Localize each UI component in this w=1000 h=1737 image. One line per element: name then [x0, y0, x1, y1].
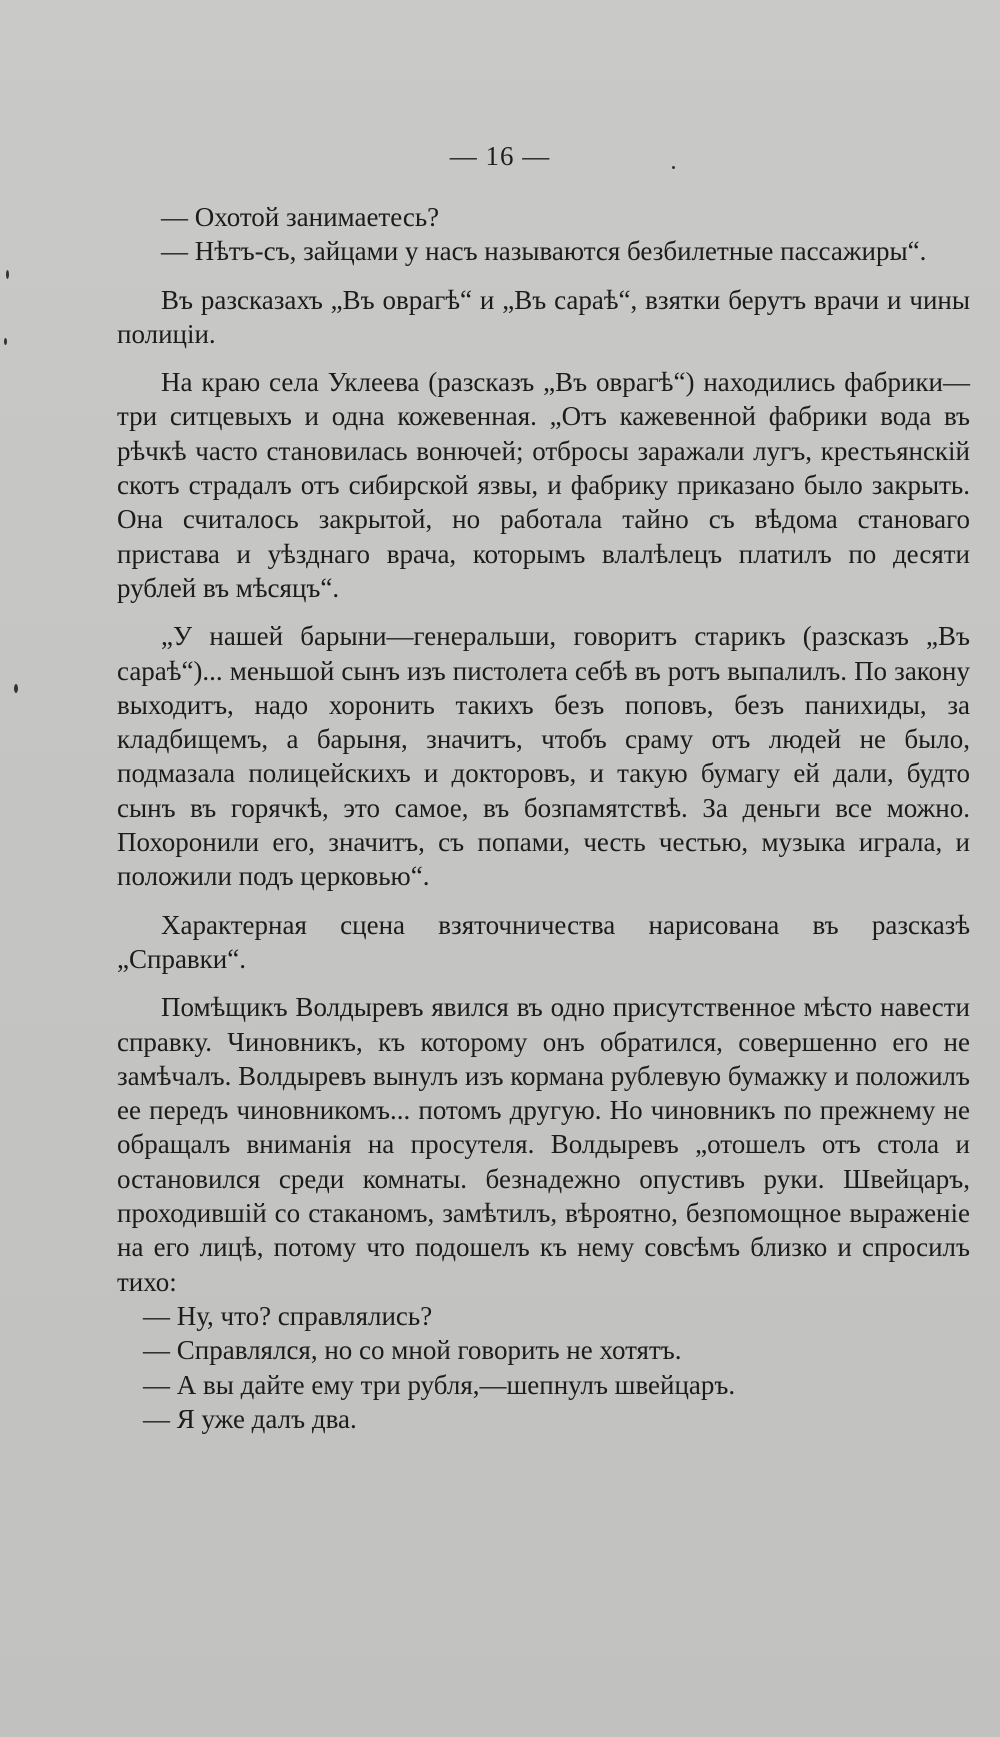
paragraph: Въ разсказахъ „Въ оврагѣ“ и „Въ сараѣ“, взятки берутъ врачи и чины полиціи.: [117, 284, 970, 349]
dialogue-line: — Справлялся, но со мной говорить не хотятъ.: [143, 1335, 682, 1366]
margin-speck: [4, 338, 7, 345]
dialogue-line: — А вы дайте ему три рубля,—шепнулъ швейцаръ.: [143, 1369, 736, 1400]
dialogue-line: — Ну, что? справлялись?: [143, 1300, 433, 1331]
paragraph: Помѣщикъ Волдыревъ явился въ одно присутственное мѣсто навести справку. Чиновникъ, къ которому онъ обратился, совершенно его не замѣчалъ. Волдыревъ вынулъ изъ кормана рублевую бумажку и положилъ ее передъ чиновникомъ... потомъ другую. Но чиновникъ по прежнему не обращалъ вниманія на просутеля. Волдыревъ „отошелъ отъ стола и остановился среди комнаты. безнадежно опустивъ руки. Швейцаръ, проходившій со стаканомъ, замѣтилъ, вѣроятно, безпомощное выраженіе на его лицѣ, потому что подошелъ къ нему совсѣмъ близко и спросилъ тихо:: [117, 992, 970, 1297]
margin-speck: [6, 270, 9, 279]
page-number: — 16 —: [449, 141, 551, 171]
paragraph: Характерная сцена взяточничества нарисована въ разсказѣ „Справки“.: [117, 909, 970, 974]
paragraph: На краю села Уклеева (разсказъ „Въ оврагѣ“) находились фабрики—три ситцевыхъ и одна кожевенная. „Отъ кажевенной фабрики вода въ рѣчкѣ часто становилась вонючей; отбросы заражали лугъ, крестьянскій скотъ страдалъ отъ сибирской язвы, и фабрику приказано было закрыть. Она считалось закрытой, но работала тайно съ вѣдома становаго пристава и уѣзднаго врача, которымъ влалѣлецъ платилъ по десяти рублей въ мѣсяцъ“.: [117, 367, 970, 603]
body-text: [117, 200, 970, 1436]
dialogue-line: — Нѣтъ-съ, зайцами у насъ называются безбилетные пассажиры“.: [161, 236, 927, 267]
dialogue-line: — Я уже далъ два.: [143, 1403, 357, 1434]
margin-speck: [14, 684, 18, 693]
paragraph: „У нашей барыни—генеральши, говоритъ старикъ (разсказъ „Въ сараѣ“)... меньшой сынъ изъ пистолета себѣ въ ротъ выпалилъ. По закону выходитъ, надо хоронить такихъ безъ поповъ, безъ панихиды, за кладбищемъ, а барыня, значитъ, чтобъ сраму отъ людей не было, подмазала полицейскихъ и докторовъ, и такую бумагу ей дали, будто сынъ въ горячкѣ, это самое, въ бозпамятствѣ. За деньги все можно. Похоронили его, значитъ, съ попами, честь честью, музыка играла, и положили подъ церковью“.: [117, 621, 970, 892]
margin-speck: [672, 166, 675, 169]
dialogue-line: — Охотой занимаетесь?: [161, 202, 440, 232]
